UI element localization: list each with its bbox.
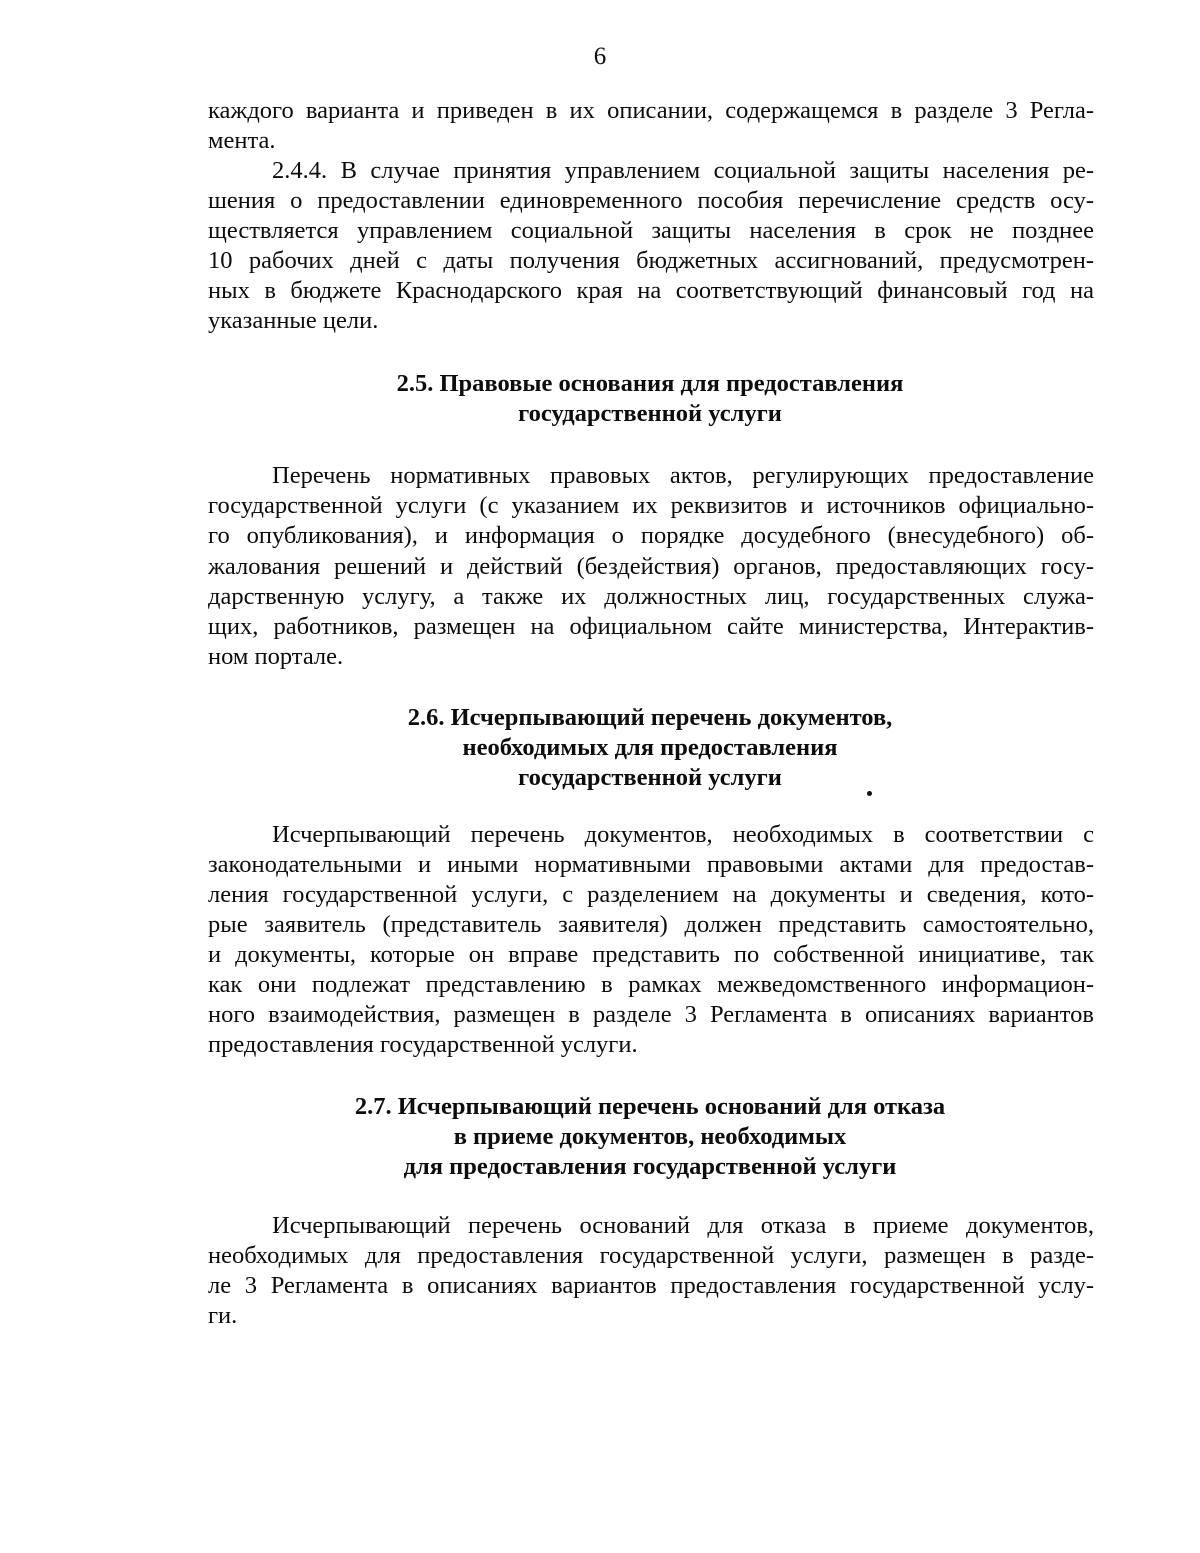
text-line: Исчерпывающий перечень оснований для отказа в приеме документов, bbox=[272, 1212, 1094, 1239]
text-line: го опубликования), и информация о порядке досудебного (внесудебного) об- bbox=[208, 522, 1094, 549]
text-line: каждого варианта и приведен в их описании, содержащемся в разделе 3 Регла- bbox=[208, 97, 1094, 124]
heading-line: государственной услуги bbox=[518, 764, 782, 791]
text-line: Исчерпывающий перечень документов, необходимых в соответствии с bbox=[272, 821, 1094, 848]
scan-dot-mark bbox=[867, 791, 872, 796]
heading-line: 2.6. Исчерпывающий перечень документов, bbox=[407, 704, 893, 731]
text-line: ле 3 Регламента в описаниях вариантов предоставления государственной услу- bbox=[208, 1272, 1094, 1299]
text-line: необходимых для предоставления государственной услуги, размещен в разде- bbox=[208, 1242, 1094, 1269]
text-line: щих, работников, размещен на официальном сайте министерства, Интерактив- bbox=[208, 613, 1094, 640]
text-line: шения о предоставлении единовременного пособия перечисление средств осу- bbox=[208, 187, 1094, 214]
text-line: ных в бюджете Краснодарского края на соответствующий финансовый год на bbox=[208, 277, 1094, 304]
text-line: Перечень нормативных правовых актов, регулирующих предоставление bbox=[272, 462, 1094, 489]
heading-line: для предоставления государственной услуги bbox=[403, 1153, 897, 1180]
text-line: и документы, которые он вправе представить по собственной инициативе, так bbox=[208, 941, 1094, 968]
text-line: законодательными и иными нормативными правовыми актами для предостав- bbox=[208, 851, 1094, 878]
text-line: указанные цели. bbox=[208, 307, 379, 334]
text-line: жалования решений и действий (бездействия) органов, предоставляющих госу- bbox=[208, 553, 1094, 580]
text-line: дарственную услугу, а также их должностных лиц, государственных служа- bbox=[208, 583, 1094, 610]
text-line: 10 рабочих дней с даты получения бюджетных ассигнований, предусмотрен- bbox=[208, 247, 1094, 274]
text-line: ном портале. bbox=[208, 643, 344, 670]
page-number: 6 bbox=[593, 43, 607, 70]
text-line: рые заявитель (представитель заявителя) должен представить самостоятельно, bbox=[208, 911, 1094, 938]
heading-line: в приеме документов, необходимых bbox=[453, 1123, 847, 1150]
text-line: 2.4.4. В случае принятия управлением социальной защиты населения ре- bbox=[272, 157, 1094, 184]
text-line: ного взаимодействия, размещен в разделе 3 Регламента в описаниях вариантов bbox=[208, 1001, 1094, 1028]
text-line: предоставления государственной услуги. bbox=[208, 1031, 638, 1058]
heading-line: 2.5. Правовые основания для предоставления bbox=[396, 370, 904, 397]
heading-line: 2.7. Исчерпывающий перечень оснований для отказа bbox=[354, 1093, 946, 1120]
text-line: ги. bbox=[208, 1302, 238, 1329]
text-line: мента. bbox=[208, 127, 276, 154]
text-line: как они подлежат представлению в рамках межведомственного информацион- bbox=[208, 971, 1094, 998]
heading-line: необходимых для предоставления bbox=[462, 734, 838, 761]
text-line: ления государственной услуги, с разделением на документы и сведения, кото- bbox=[208, 881, 1094, 908]
heading-line: государственной услуги bbox=[518, 400, 782, 427]
text-line: ществляется управлением социальной защиты населения в срок не позднее bbox=[208, 217, 1094, 244]
text-line: государственной услуги (с указанием их реквизитов и источников официально- bbox=[208, 492, 1094, 519]
